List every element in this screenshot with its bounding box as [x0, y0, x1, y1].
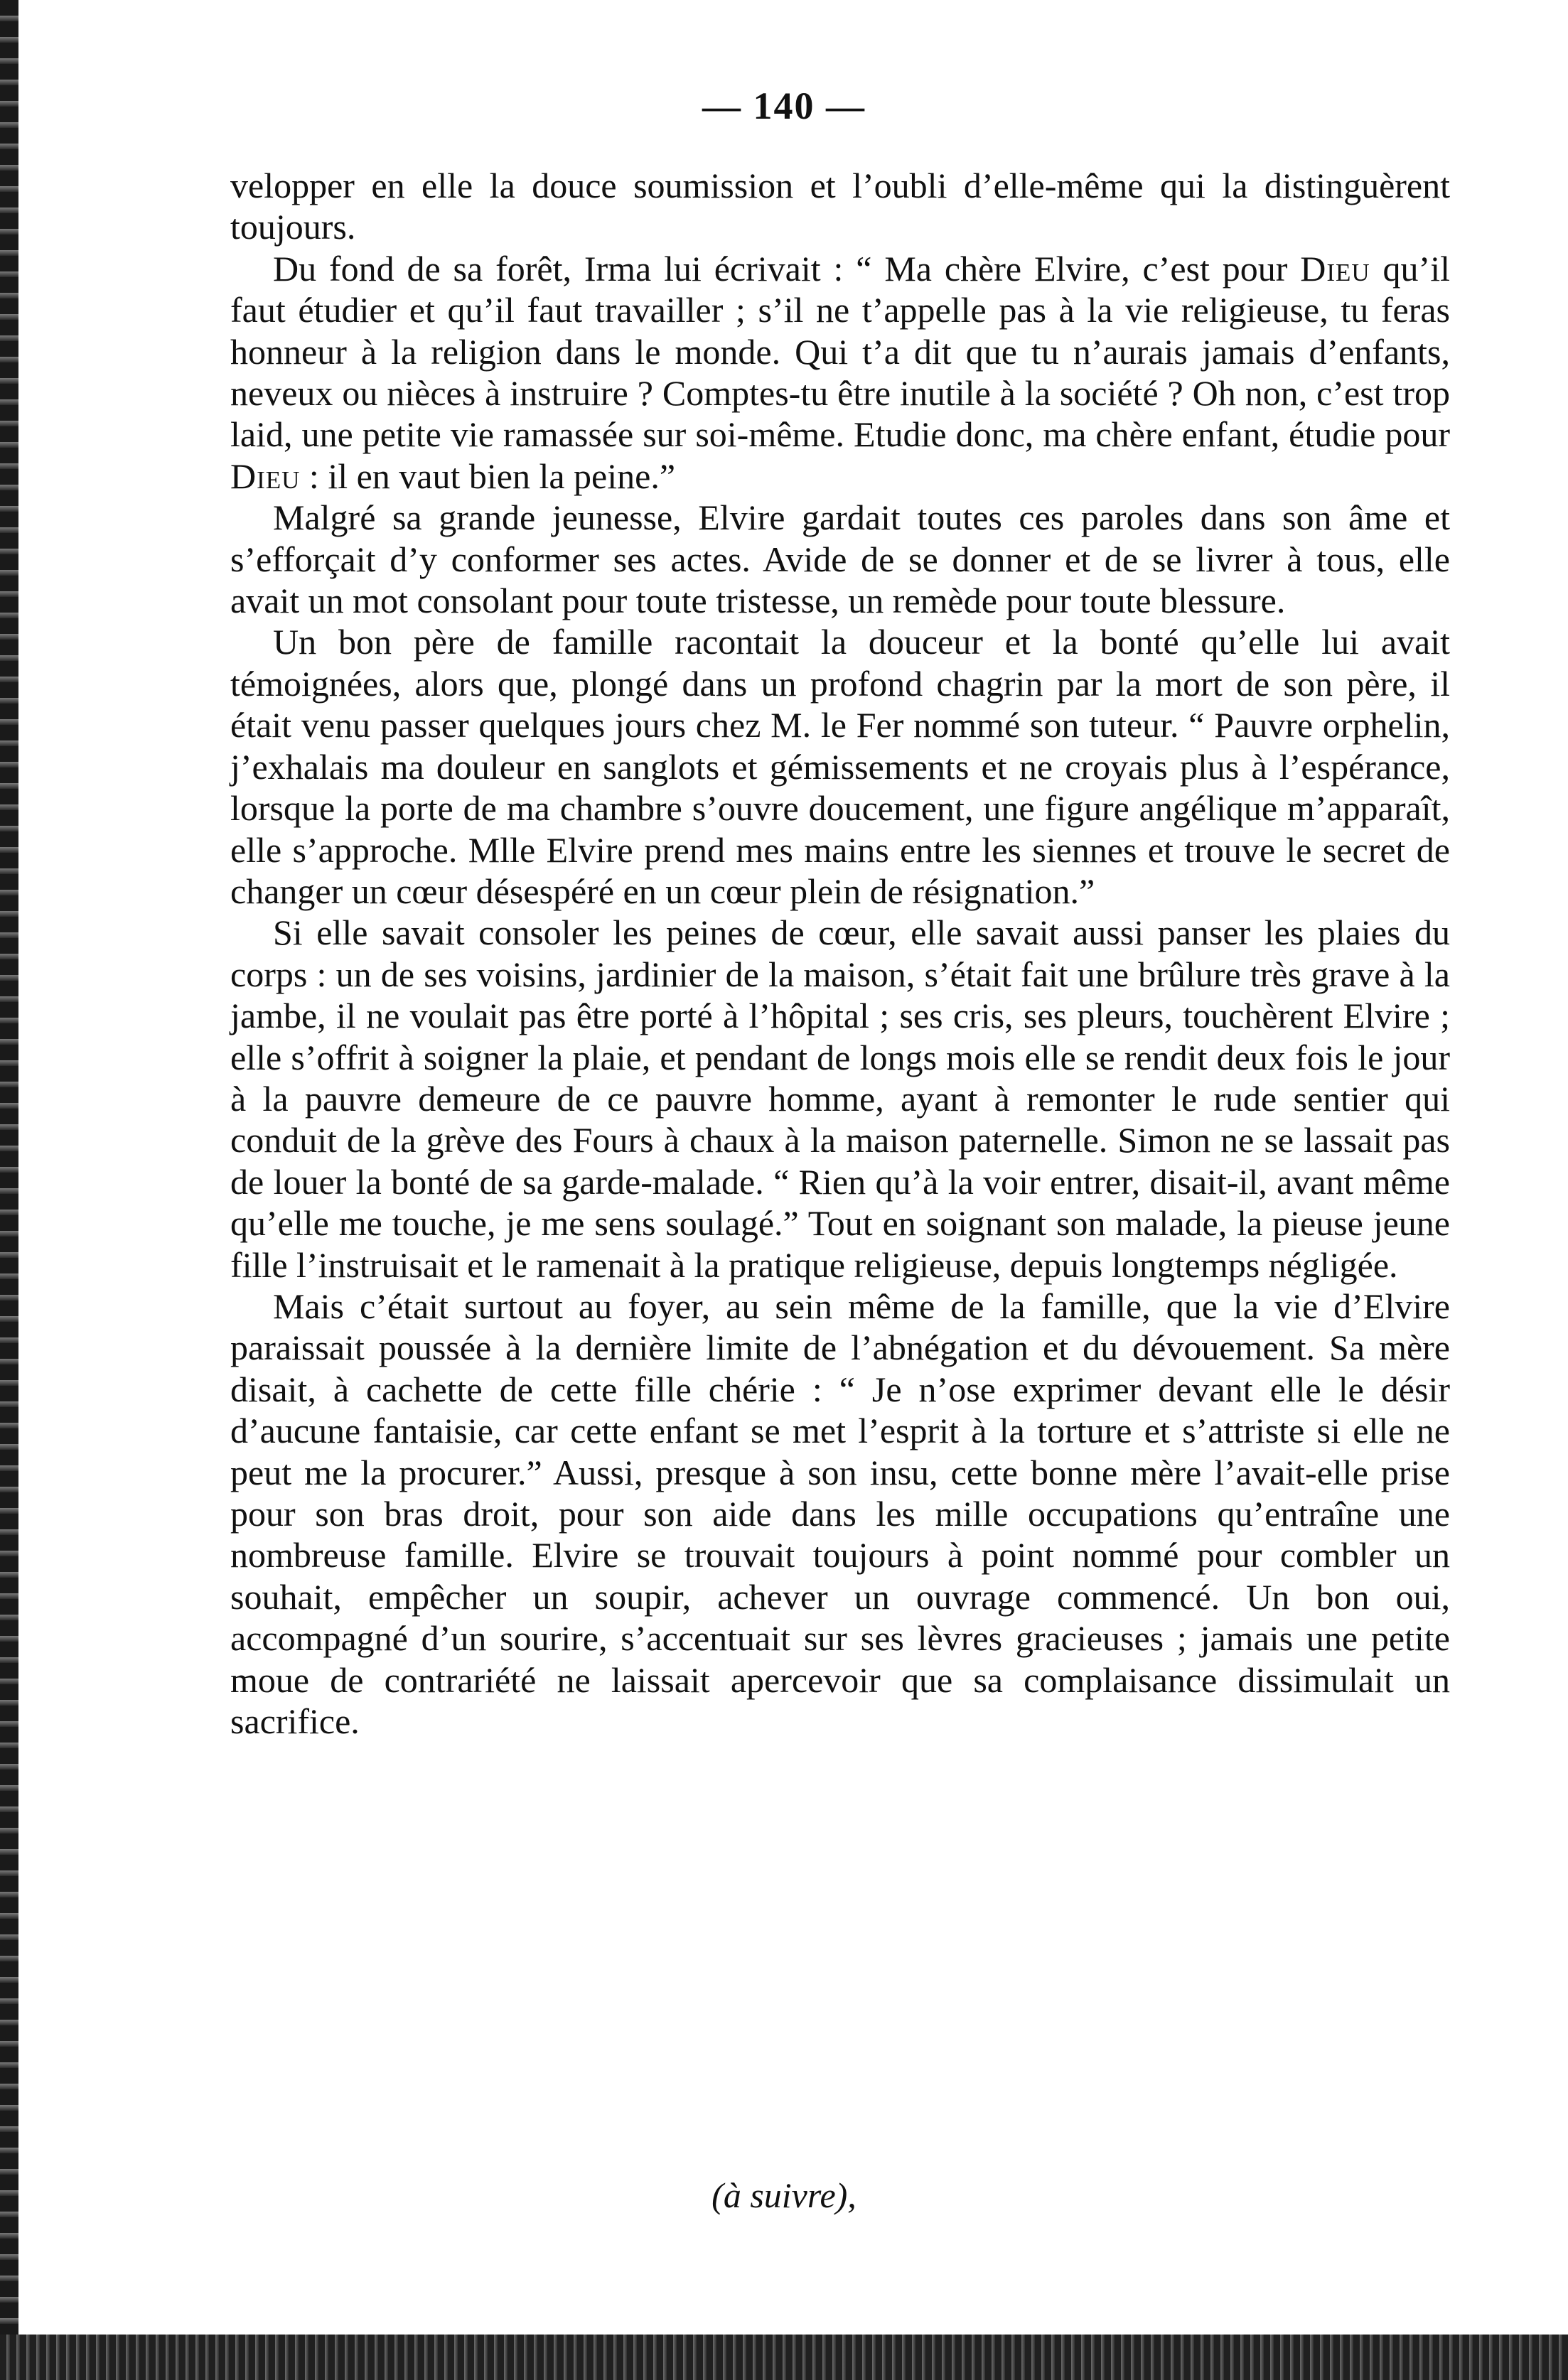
paragraph-4: Un bon père de famille racontait la douceur et la bonté qu’elle lui avait témoignées, alors que, plongé dans un profond chagrin par la mort de son père, il était venu passer quelques jours chez M. le Fer nommé son tuteur. “ Pauvre orphelin, j’exhalais ma douleur en sanglots et gémissements et ne croyais plus à l’espérance, lorsque la porte de ma chambre s’ouvre doucement, une figure angélique m’apparaît, elle s’approche. Mlle Elvire prend mes mains entre les siennes et trouve le secret de changer un cœur désespéré en un cœur plein de résignation.”	[230, 622, 1450, 911]
paragraph-2: Du fond de sa forêt, Irma lui écrivait : “ Ma chère Elvire, c’est pour Dieu qu’il faut étudier et qu’il faut travailler ; s’il ne t’appelle pas à la vie religieuse, tu feras honneur à la religion dans le monde. Qui t’a dit que tu n’aurais jamais d’enfants, neveux ou nièces à instruire ? Comptes-tu être inutile à la société ? Oh non, c’est trop laid, une petite vie ramassée sur soi-même. Etudie donc, ma chère enfant, étudie pour Dieu : il en vaut bien la peine.”	[230, 248, 1450, 496]
divine-name-smallcaps: Dieu	[1300, 248, 1370, 289]
paragraph-1: velopper en elle la douce soumission et l’oubli d’elle-même qui la distinguèrent toujours.	[230, 166, 1450, 247]
paragraph-3: Malgré sa grande jeunesse, Elvire gardait toutes ces paroles dans son âme et s’efforçait d’y conformer ses actes. Avide de se donner et de se livrer à tous, elle avait un mot consolant pour toute tristesse, un remède pour toute blessure.	[230, 497, 1450, 621]
divine-name-smallcaps: Dieu	[230, 456, 301, 496]
page-number: — 140 —	[702, 85, 866, 127]
paragraph-5: Si elle savait consoler les peines de cœur, elle savait aussi panser les plaies du corps : un de ses voisins, jardinier de la maison, s’était fait une brûlure très grave à la jambe, il ne voulait pas être porté à l’hôpital ; ses cris, ses pleurs, touchèrent Elvire ; elle s’offrit à soigner la plaie, et pendant de longs mois elle se rendit deux fois le jour à la pauvre demeure de ce pauvre homme, ayant à remonter le rude sentier qui conduit de la grève des Fours à chaux à la maison paternelle. Simon ne se lassait pas de louer la bonté de sa garde-malade. “ Rien qu’à la voir entrer, disait-il, avant même qu’elle me touche, je me sens soulagé.” Tout en soignant son malade, la pieuse jeune fille l’instruisait et le ramenait à la pratique religieuse, depuis longtemps négligée.	[230, 912, 1450, 1285]
scan-left-edge	[0, 0, 18, 2380]
scan-bottom-edge	[0, 2335, 1568, 2380]
to-be-continued: (à suivre),	[711, 2175, 857, 2215]
body-text	[230, 165, 1450, 1742]
paragraph-6: Mais c’était surtout au foyer, au sein même de la famille, que la vie d’Elvire paraissait poussée à la dernière limite de l’abnégation et du dévouement. Sa mère disait, à cachette de cette fille chérie : “ Je n’ose exprimer devant elle le désir d’aucune fantaisie, car cette enfant se met l’esprit à la torture et s’attriste si elle ne peut me la procurer.” Aussi, presque à son insu, cette bonne mère l’avait-elle prise pour son bras droit, pour son aide dans les mille occupations qu’entraîne une nombreuse famille. Elvire se trouvait toujours à point nommé pour combler un souhait, empêcher un soupir, achever un ouvrage commencé. Un bon oui, accompagné d’un sourire, s’accentuait sur ses lèvres gracieuses ; jamais une petite moue de contrariété ne laissait apercevoir que sa complaisance dissimulait un sacrifice.	[230, 1286, 1450, 1742]
